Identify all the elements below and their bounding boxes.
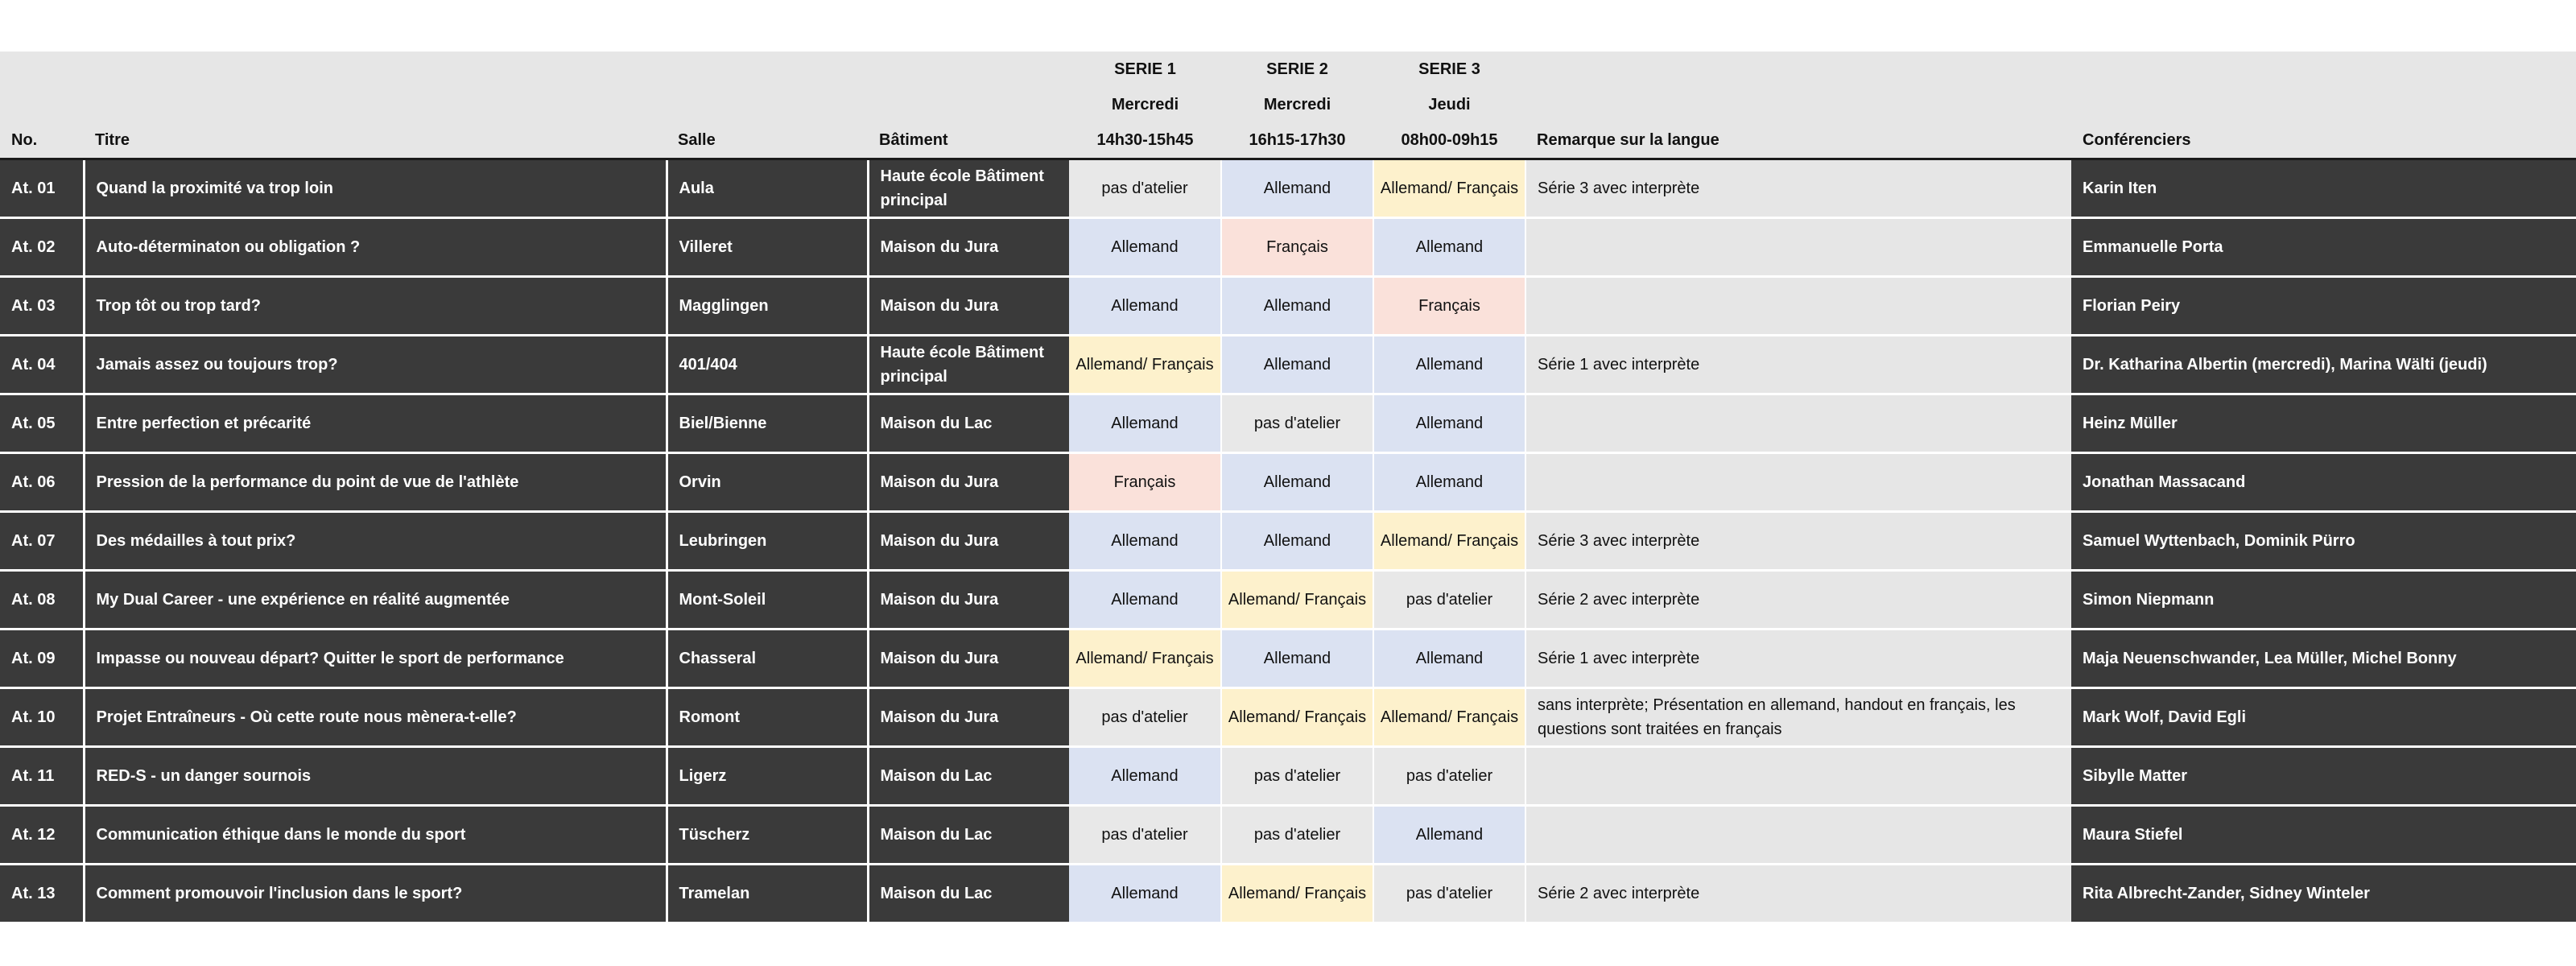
row-language-remark: Série 2 avec interprète xyxy=(1525,865,2071,923)
header-row-series xyxy=(0,52,2576,87)
row-room: Tramelan xyxy=(667,865,868,923)
row-number: At. 05 xyxy=(0,394,84,453)
row-series-3-language: pas d'atelier xyxy=(1373,747,1525,806)
header-row-day xyxy=(0,87,2576,122)
table-row xyxy=(0,336,2576,394)
row-speakers: Maja Neuenschwander, Lea Müller, Michel Bonny xyxy=(2071,630,2576,688)
row-series-1-language: Allemand xyxy=(1069,277,1221,336)
table-row xyxy=(0,688,2576,747)
row-speakers: Samuel Wyttenbach, Dominik Pürro xyxy=(2071,512,2576,571)
row-number: At. 10 xyxy=(0,688,84,747)
row-room: Ligerz xyxy=(667,747,868,806)
row-title: Pression de la performance du point de vue de l'athlète xyxy=(84,453,667,512)
series-1-label: SERIE 1 xyxy=(1069,52,1221,87)
header-row-columns xyxy=(0,122,2576,159)
row-language-remark xyxy=(1525,394,2071,453)
row-series-2-language: Allemand/ Français xyxy=(1221,865,1373,923)
row-series-3-language: Français xyxy=(1373,277,1525,336)
row-series-1-language: Allemand xyxy=(1069,571,1221,630)
workshop-schedule-table xyxy=(0,52,2576,924)
column-header-salle: Salle xyxy=(667,122,868,159)
row-room: Aula xyxy=(667,159,868,218)
series-2-time: 16h15-17h30 xyxy=(1221,122,1373,159)
row-series-3-language: Allemand xyxy=(1373,453,1525,512)
series-2-day: Mercredi xyxy=(1221,87,1373,122)
row-title: Impasse ou nouveau départ? Quitter le sport de performance xyxy=(84,630,667,688)
row-building: Haute école Bâtiment principal xyxy=(868,336,1069,394)
row-number: At. 11 xyxy=(0,747,84,806)
row-series-3-language: Allemand/ Français xyxy=(1373,512,1525,571)
table-row xyxy=(0,806,2576,865)
row-language-remark: Série 1 avec interprète xyxy=(1525,336,2071,394)
table-row xyxy=(0,277,2576,336)
table-row xyxy=(0,571,2576,630)
row-speakers: Maura Stiefel xyxy=(2071,806,2576,865)
table-row xyxy=(0,159,2576,218)
series-3-day: Jeudi xyxy=(1373,87,1525,122)
row-building: Haute école Bâtiment principal xyxy=(868,159,1069,218)
row-building: Maison du Jura xyxy=(868,688,1069,747)
row-series-3-language: Allemand/ Français xyxy=(1373,159,1525,218)
row-building: Maison du Jura xyxy=(868,571,1069,630)
row-series-2-language: Allemand/ Français xyxy=(1221,688,1373,747)
row-room: Romont xyxy=(667,688,868,747)
row-building: Maison du Jura xyxy=(868,453,1069,512)
row-number: At. 06 xyxy=(0,453,84,512)
row-number: At. 04 xyxy=(0,336,84,394)
row-room: Magglingen xyxy=(667,277,868,336)
series-1-time: 14h30-15h45 xyxy=(1069,122,1221,159)
row-series-3-language: pas d'atelier xyxy=(1373,571,1525,630)
row-speakers: Karin Iten xyxy=(2071,159,2576,218)
column-header-remarque: Remarque sur la langue xyxy=(1525,122,2071,159)
row-room: Orvin xyxy=(667,453,868,512)
row-series-1-language: pas d'atelier xyxy=(1069,806,1221,865)
row-room: Villeret xyxy=(667,218,868,277)
row-series-1-language: Allemand xyxy=(1069,747,1221,806)
series-3-label: SERIE 3 xyxy=(1373,52,1525,87)
row-speakers: Jonathan Massacand xyxy=(2071,453,2576,512)
row-series-3-language: Allemand/ Français xyxy=(1373,688,1525,747)
row-series-2-language: Français xyxy=(1221,218,1373,277)
row-building: Maison du Lac xyxy=(868,747,1069,806)
row-title: Comment promouvoir l'inclusion dans le sport? xyxy=(84,865,667,923)
row-language-remark: sans interprète; Présentation en allemand, handout en français, les questions sont traitées en français xyxy=(1525,688,2071,747)
row-language-remark xyxy=(1525,277,2071,336)
row-series-3-language: Allemand xyxy=(1373,394,1525,453)
row-series-1-language: Allemand xyxy=(1069,218,1221,277)
row-title: Des médailles à tout prix? xyxy=(84,512,667,571)
series-3-time: 08h00-09h15 xyxy=(1373,122,1525,159)
row-building: Maison du Jura xyxy=(868,277,1069,336)
row-series-1-language: Allemand/ Français xyxy=(1069,630,1221,688)
table-row xyxy=(0,865,2576,923)
table-row xyxy=(0,394,2576,453)
row-speakers: Simon Niepmann xyxy=(2071,571,2576,630)
row-speakers: Emmanuelle Porta xyxy=(2071,218,2576,277)
row-room: Tüscherz xyxy=(667,806,868,865)
table-row xyxy=(0,218,2576,277)
row-number: At. 03 xyxy=(0,277,84,336)
row-number: At. 07 xyxy=(0,512,84,571)
row-building: Maison du Jura xyxy=(868,630,1069,688)
table-row xyxy=(0,453,2576,512)
column-header-conferenciers: Conférenciers xyxy=(2071,122,2576,159)
row-building: Maison du Jura xyxy=(868,218,1069,277)
row-language-remark xyxy=(1525,218,2071,277)
row-room: 401/404 xyxy=(667,336,868,394)
row-series-1-language: Allemand xyxy=(1069,512,1221,571)
series-1-day: Mercredi xyxy=(1069,87,1221,122)
row-building: Maison du Lac xyxy=(868,394,1069,453)
column-header-batiment: Bâtiment xyxy=(868,122,1069,159)
row-number: At. 08 xyxy=(0,571,84,630)
row-room: Leubringen xyxy=(667,512,868,571)
row-building: Maison du Jura xyxy=(868,512,1069,571)
row-title: Quand la proximité va trop loin xyxy=(84,159,667,218)
row-series-3-language: Allemand xyxy=(1373,630,1525,688)
table-row xyxy=(0,747,2576,806)
row-number: At. 01 xyxy=(0,159,84,218)
row-room: Chasseral xyxy=(667,630,868,688)
row-series-1-language: Allemand xyxy=(1069,865,1221,923)
row-series-3-language: Allemand xyxy=(1373,218,1525,277)
table-row xyxy=(0,512,2576,571)
row-speakers: Florian Peiry xyxy=(2071,277,2576,336)
row-series-2-language: Allemand xyxy=(1221,512,1373,571)
row-title: Jamais assez ou toujours trop? xyxy=(84,336,667,394)
series-2-label: SERIE 2 xyxy=(1221,52,1373,87)
row-title: Communication éthique dans le monde du sport xyxy=(84,806,667,865)
row-speakers: Sibylle Matter xyxy=(2071,747,2576,806)
row-series-2-language: Allemand xyxy=(1221,159,1373,218)
row-number: At. 09 xyxy=(0,630,84,688)
row-language-remark: Série 2 avec interprète xyxy=(1525,571,2071,630)
row-number: At. 12 xyxy=(0,806,84,865)
column-header-no: No. xyxy=(0,122,84,159)
row-number: At. 02 xyxy=(0,218,84,277)
row-series-2-language: Allemand xyxy=(1221,277,1373,336)
row-speakers: Mark Wolf, David Egli xyxy=(2071,688,2576,747)
row-language-remark xyxy=(1525,453,2071,512)
row-language-remark: Série 1 avec interprète xyxy=(1525,630,2071,688)
row-series-2-language: pas d'atelier xyxy=(1221,806,1373,865)
row-series-2-language: pas d'atelier xyxy=(1221,394,1373,453)
row-language-remark xyxy=(1525,806,2071,865)
row-series-1-language: Allemand/ Français xyxy=(1069,336,1221,394)
row-series-2-language: Allemand xyxy=(1221,453,1373,512)
row-series-3-language: Allemand xyxy=(1373,336,1525,394)
row-title: My Dual Career - une expérience en réalité augmentée xyxy=(84,571,667,630)
row-speakers: Rita Albrecht-Zander, Sidney Winteler xyxy=(2071,865,2576,923)
table-row xyxy=(0,630,2576,688)
row-title: Trop tôt ou trop tard? xyxy=(84,277,667,336)
row-series-2-language: pas d'atelier xyxy=(1221,747,1373,806)
row-series-2-language: Allemand/ Français xyxy=(1221,571,1373,630)
row-room: Mont-Soleil xyxy=(667,571,868,630)
row-series-3-language: pas d'atelier xyxy=(1373,865,1525,923)
column-header-titre: Titre xyxy=(84,122,667,159)
row-language-remark: Série 3 avec interprète xyxy=(1525,159,2071,218)
row-language-remark: Série 3 avec interprète xyxy=(1525,512,2071,571)
row-room: Biel/Bienne xyxy=(667,394,868,453)
row-title: Projet Entraîneurs - Où cette route nous mènera-t-elle? xyxy=(84,688,667,747)
row-building: Maison du Lac xyxy=(868,865,1069,923)
row-speakers: Dr. Katharina Albertin (mercredi), Marina Wälti (jeudi) xyxy=(2071,336,2576,394)
row-series-2-language: Allemand xyxy=(1221,336,1373,394)
row-series-1-language: Allemand xyxy=(1069,394,1221,453)
row-series-2-language: Allemand xyxy=(1221,630,1373,688)
row-building: Maison du Lac xyxy=(868,806,1069,865)
row-series-1-language: pas d'atelier xyxy=(1069,688,1221,747)
row-title: Auto-déterminaton ou obligation ? xyxy=(84,218,667,277)
row-number: At. 13 xyxy=(0,865,84,923)
row-language-remark xyxy=(1525,747,2071,806)
row-series-1-language: Français xyxy=(1069,453,1221,512)
row-series-1-language: pas d'atelier xyxy=(1069,159,1221,218)
row-title: Entre perfection et précarité xyxy=(84,394,667,453)
row-title: RED-S - un danger sournois xyxy=(84,747,667,806)
row-series-3-language: Allemand xyxy=(1373,806,1525,865)
row-speakers: Heinz Müller xyxy=(2071,394,2576,453)
